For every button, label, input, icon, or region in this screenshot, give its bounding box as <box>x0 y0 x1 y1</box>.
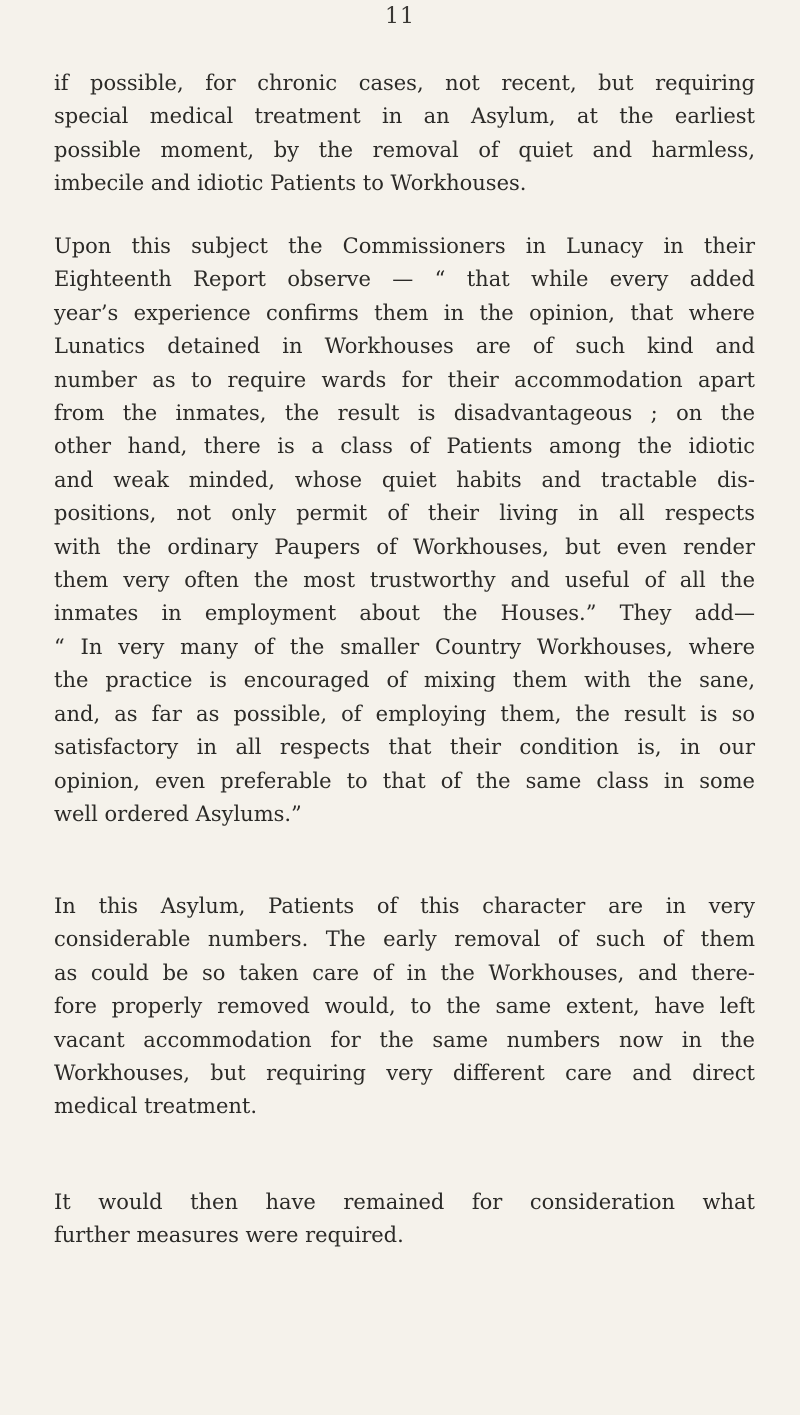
paragraph-3 <box>54 890 755 1124</box>
page-number: 11 <box>385 4 415 29</box>
text-line: further measures were required. <box>54 1223 404 1248</box>
text-line: It would then have remained for consideration what <box>54 1190 755 1214</box>
text-line: from the inmates, the result is disadvantageous ; on the <box>54 401 755 426</box>
text-line: considerable numbers. The early removal of such of them <box>54 927 755 952</box>
text-line: Upon this subject the Commissioners in Lunacy in their <box>54 234 755 258</box>
text-line: with the ordinary Paupers of Workhouses, but even render <box>54 534 755 559</box>
text-line: In this Asylum, Patients of this character are in very <box>54 894 755 918</box>
text-line: fore properly removed would, to the same extent, have left <box>54 994 755 1019</box>
text-line: and, as far as possible, of employing them, the result is so <box>54 701 755 726</box>
text-line: well ordered Asylums.” <box>54 801 302 826</box>
text-line: medical treatment. <box>54 1094 258 1119</box>
text-line: imbecile and idiotic Patients to Workhouses. <box>54 171 527 196</box>
text-line: other hand, there is a class of Patients among the idiotic <box>54 434 755 459</box>
paragraph-1 <box>54 67 755 201</box>
text-line: year’s experience confirms them in the opinion, that where <box>54 300 755 325</box>
text-line: and weak minded, whose quiet habits and tractable dis- <box>54 467 755 492</box>
text-line: “ In very many of the smaller Country Workhouses, where <box>54 634 755 659</box>
paragraph-2 <box>54 230 755 831</box>
text-line: positions, not only permit of their living in all respects <box>54 501 755 526</box>
text-line: inmates in employment about the Houses.” They add— <box>54 601 755 626</box>
text-line: Lunatics detained in Workhouses are of such kind and <box>54 334 755 359</box>
text-line: if possible, for chronic cases, not recent, but requiring <box>54 71 755 95</box>
text-line: special medical treatment in an Asylum, at the earliest <box>54 104 755 129</box>
text-line: as could be so taken care of in the Workhouses, and there- <box>54 960 755 985</box>
text-line: Workhouses, but requiring very different care and direct <box>54 1061 755 1086</box>
text-line: the practice is encouraged of mixing them with the sane, <box>54 668 755 693</box>
text-line: Eighteenth Report observe — “ that while every added <box>54 267 755 292</box>
text-line: satisfactory in all respects that their condition is, in our <box>54 735 755 760</box>
text-line: vacant accommodation for the same numbers now in the <box>54 1027 755 1052</box>
text-line: opinion, even preferable to that of the same class in some <box>54 768 755 793</box>
text-line: them very often the most trustworthy and useful of all the <box>54 568 755 593</box>
text-line: possible moment, by the removal of quiet and harmless, <box>54 137 755 162</box>
paragraph-4 <box>54 1186 755 1253</box>
text-line: number as to require wards for their accommodation apart <box>54 367 755 392</box>
